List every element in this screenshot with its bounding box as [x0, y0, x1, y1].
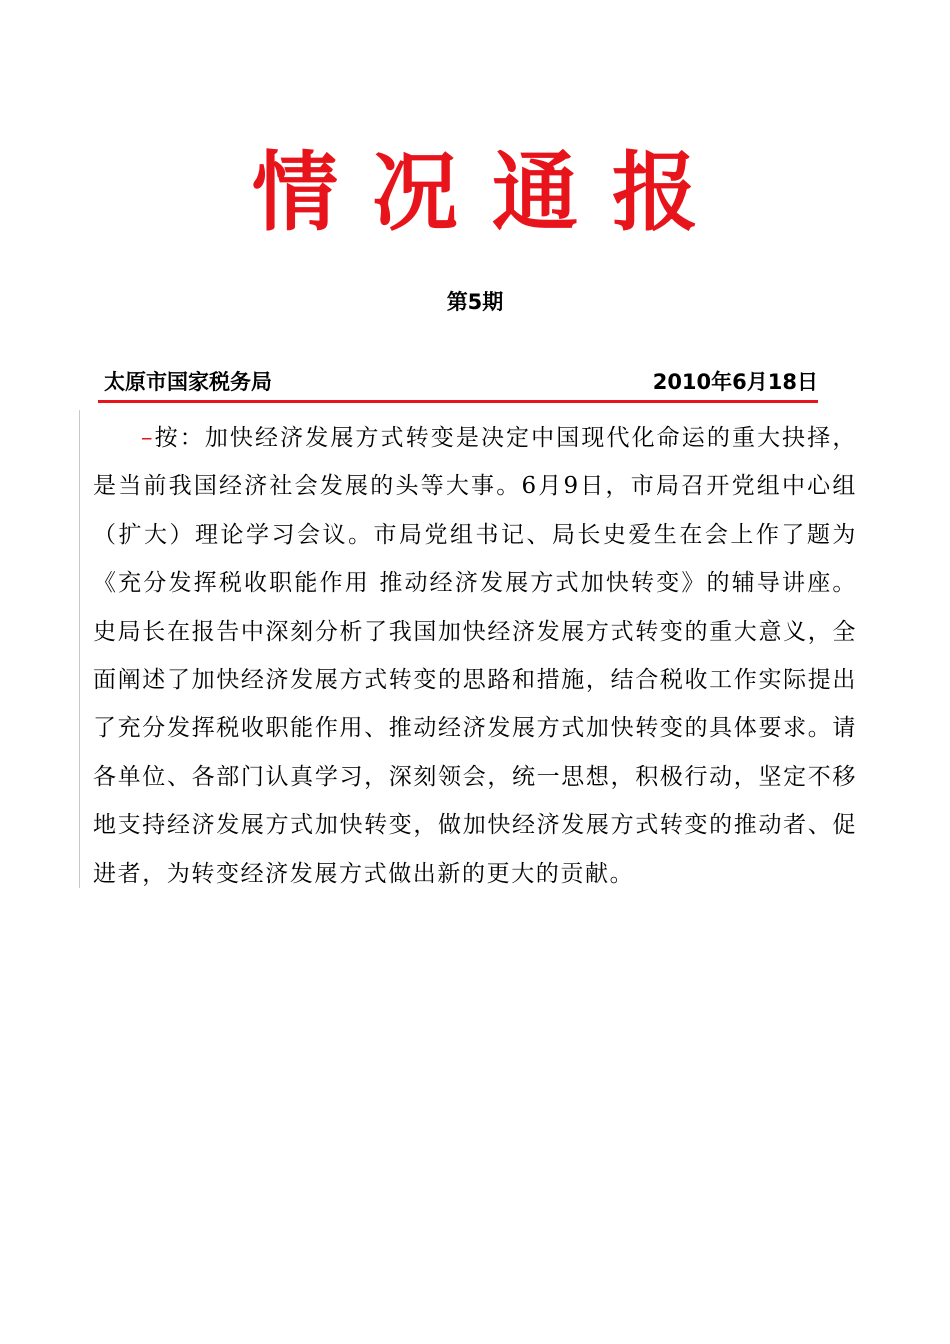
left-margin-line	[79, 410, 80, 888]
issue-number: 第5期	[446, 290, 504, 314]
body-paragraph	[93, 414, 857, 898]
masthead-title: 情况通报	[252, 143, 732, 243]
issuer-name: 太原市国家税务局	[104, 370, 272, 394]
body-paragraph-text: 按：加快经济发展方式转变是决定中国现代化命运的重大抉择，是当前我国经济社会发展的头等大事。6月9日，市局召开党组中心组（扩大）理论学习会议。市局党组书记、局长史爱生在会上作了题为《充分发挥税收职能作用 推动经济发展方式加快转变》的辅导讲座。史局长在报告中深刻分析了我国加快经济发展方式转变的重大意义，全面阐述了加快经济发展方式转变的思路和措施，结合税收工作实际提出了充分发挥税收职能作用、推动经济发展方式加快转变的具体要求。请各单位、各部门认真学习，深刻领会，统一思想，积极行动，坚定不移地支持经济发展方式加快转变，做加快经济发展方式转变的推动者、促进者，为转变经济发展方式做出新的更大的贡献。	[93, 425, 857, 887]
lead-dash-mark: –	[141, 425, 155, 451]
issue-date: 2010年6月18日	[652, 370, 818, 394]
red-divider-rule	[98, 400, 818, 403]
